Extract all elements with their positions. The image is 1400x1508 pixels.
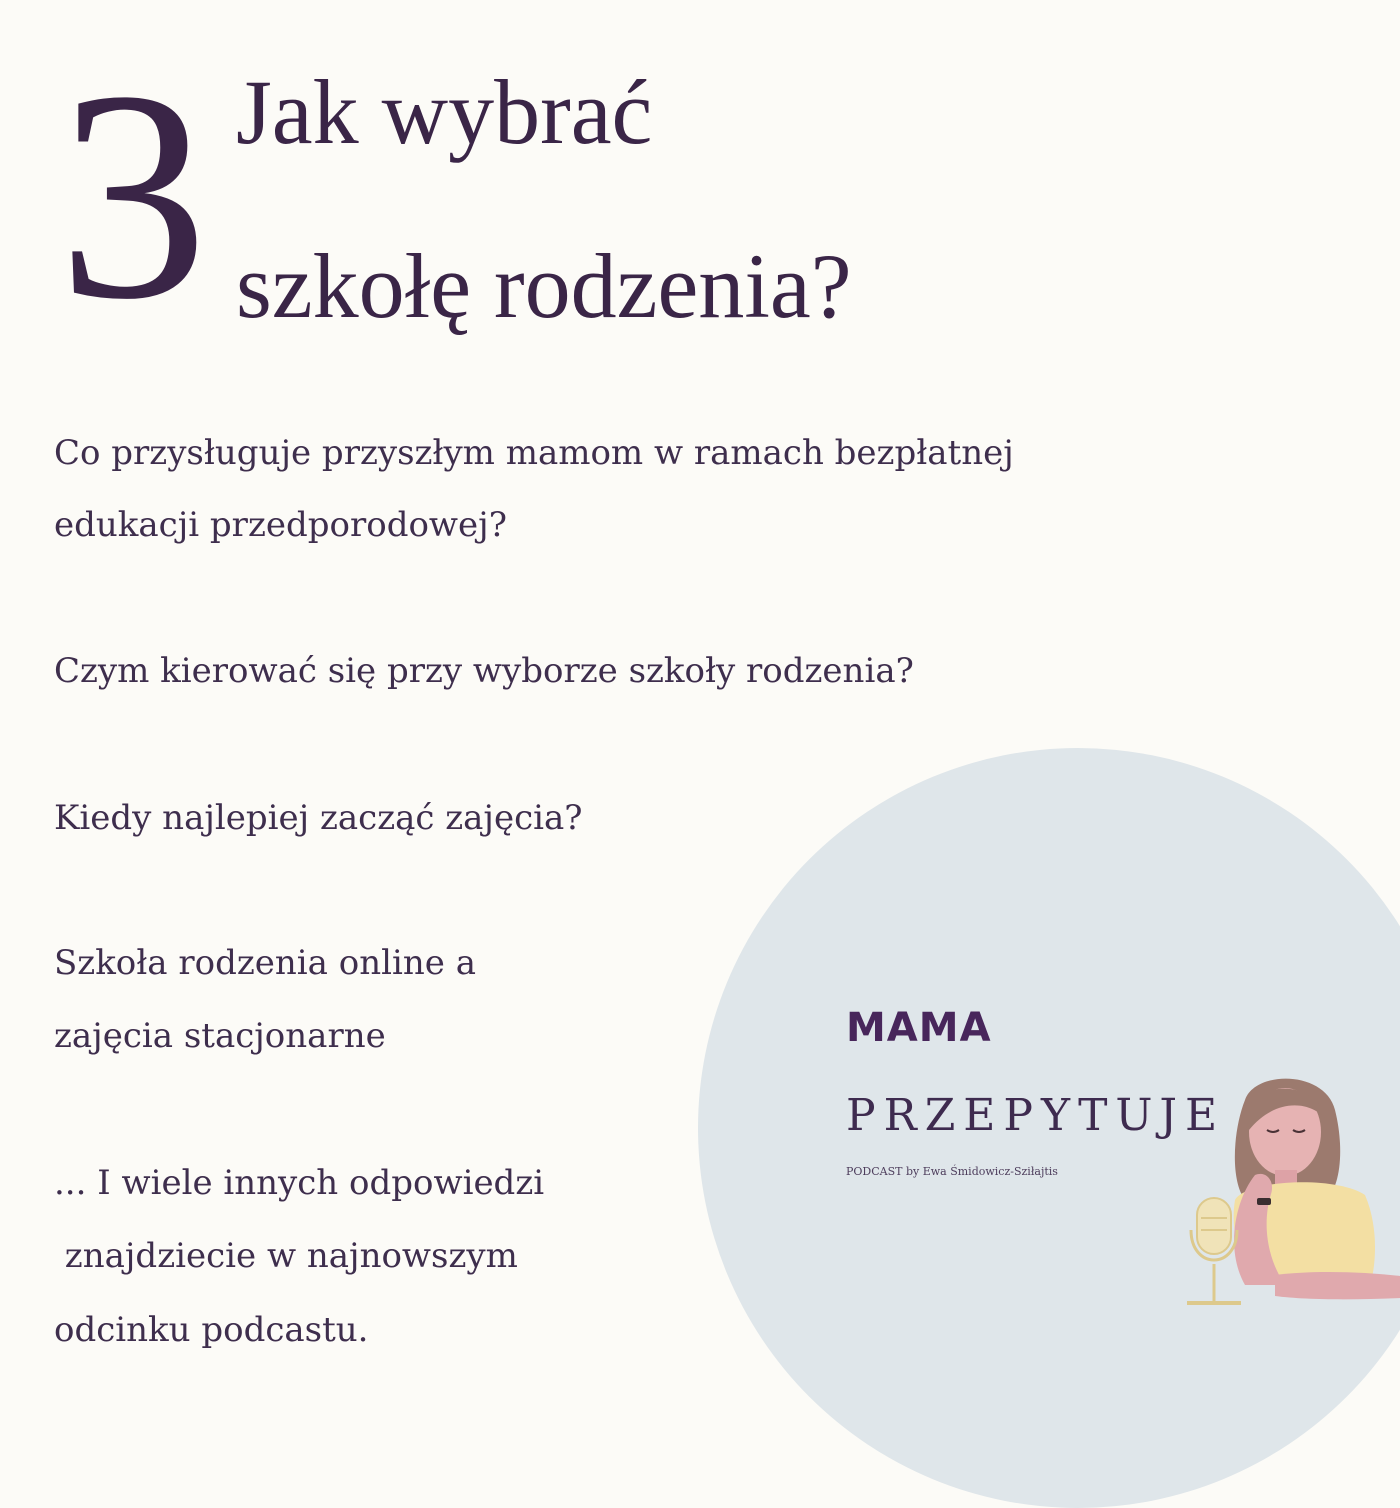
podcast-host-illustration: [1175, 1070, 1400, 1310]
watch-shape: [1257, 1198, 1271, 1205]
title-line-2: szkołę rodzenia?: [236, 235, 852, 337]
title-line-1: Jak wybrać: [236, 61, 653, 163]
microphone-head: [1197, 1198, 1231, 1254]
closing-line-1: ... I wiele innych odpowiedzi: [54, 1163, 545, 1203]
logo-title-mama: MAMA: [846, 1005, 992, 1051]
question-4b: zajęcia stacjonarne: [54, 1016, 386, 1056]
question-3: Kiedy najlepiej zacząć zajęcia?: [54, 798, 583, 838]
logo-title-przepytuje: PRZEPYTUJE: [846, 1090, 1226, 1141]
forearm-shape: [1275, 1272, 1400, 1299]
question-1b: edukacji przedporodowej?: [54, 505, 507, 545]
logo-subtitle: PODCAST by Ewa Śmidowicz-Sziłajtis: [846, 1165, 1058, 1178]
closing-line-3: odcinku podcastu.: [54, 1310, 369, 1350]
question-1a: Co przysługuje przyszłym mamom w ramach bezpłatnej: [54, 433, 1014, 473]
question-2: Czym kierować się przy wyborze szkoły rodzenia?: [54, 651, 914, 691]
question-4a: Szkoła rodzenia online a: [54, 943, 476, 983]
episode-number: 3: [58, 29, 208, 361]
closing-line-2: znajdziecie w najnowszym: [54, 1236, 518, 1276]
